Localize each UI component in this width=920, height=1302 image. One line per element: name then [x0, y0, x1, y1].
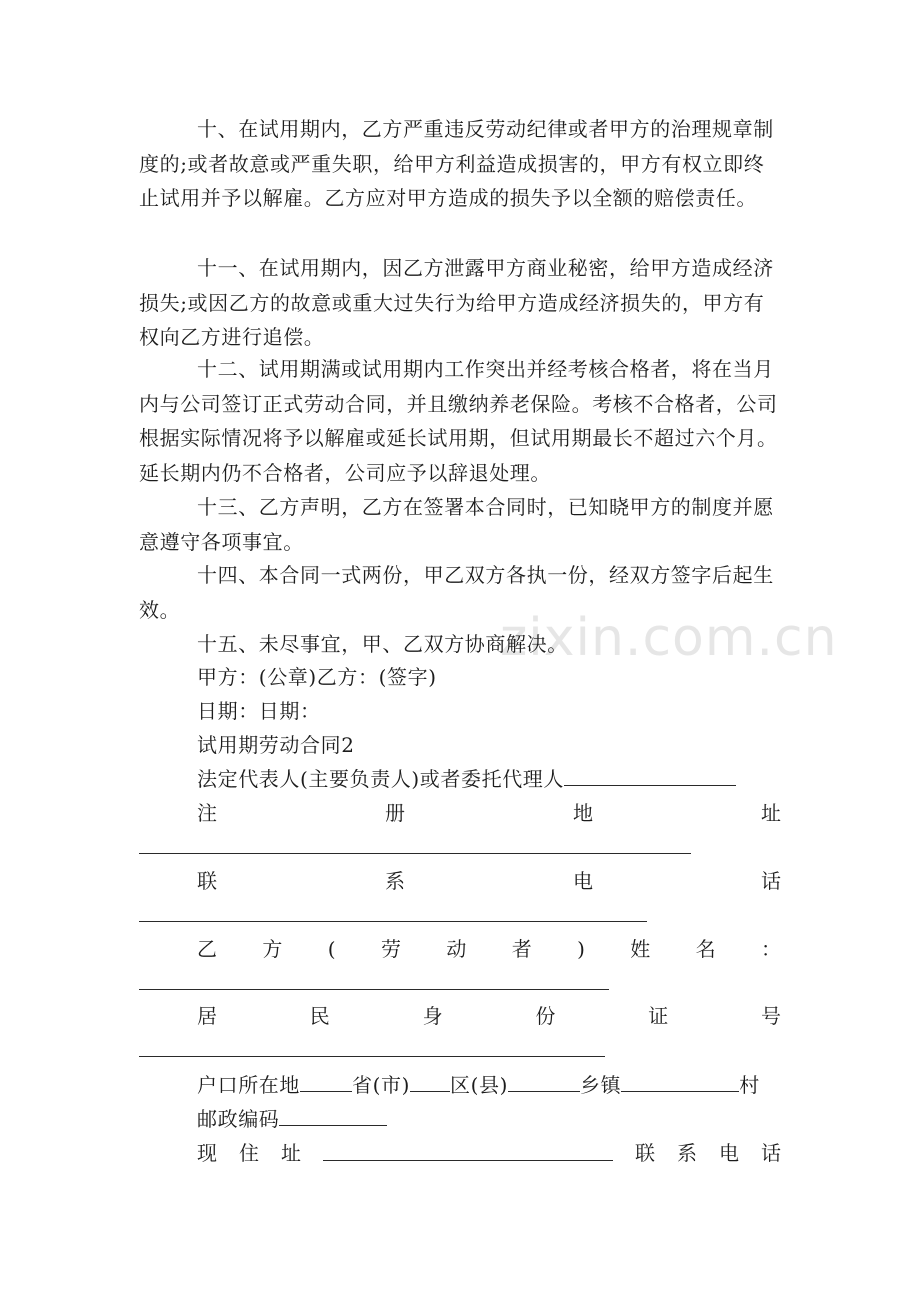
hukou-district-label: 区(县) — [450, 1073, 509, 1097]
current-phone-char: 电 — [719, 1141, 739, 1165]
current-address-char: 址 — [281, 1141, 301, 1165]
party-b-name-char: 名 — [695, 937, 716, 961]
hukou-label: 户口所在地 — [197, 1073, 300, 1097]
hukou-village-blank[interactable] — [621, 1069, 739, 1092]
party-b-name-blank[interactable] — [139, 989, 609, 990]
contact-phone-char: 系 — [385, 869, 405, 893]
clause-13: 十三、乙方声明，乙方在签署本合同时，已知晓甲方的制度并愿意遵守各项事宜。 — [139, 495, 774, 554]
hukou-village-label: 村 — [739, 1073, 760, 1097]
contact-phone-char: 话 — [761, 869, 781, 893]
clause-11: 十一、在试用期内，因乙方泄露甲方商业秘密，给甲方造成经济损失;或因乙方的故意或重大过失行为给甲方造成经济损失的，甲方有权向乙方进行追偿。 — [139, 256, 774, 349]
id-number-char: 份 — [535, 1004, 556, 1028]
clause-10: 十、在试用期内，乙方严重违反劳动纪律或者甲方的治理规章制度的;或者故意或严重失职，给甲方利益造成损害的，甲方有权立即终止试用并予以解雇。乙方应对甲方造成的损失予以全额的赔偿责任。 — [139, 117, 774, 210]
id-number-char: 证 — [648, 1004, 669, 1028]
clause-12: 十二、试用期满或试用期内工作突出并经考核合格者，将在当月内与公司签订正式劳动合同，并且缴纳养老保险。考核不合格者，公司根据实际情况将予以解雇或延长试用期，但试用期最长不超过六个月。延长期内仍不合格者，公司应予以辞退处理。 — [139, 357, 778, 485]
hukou-row — [197, 1068, 760, 1102]
postcode-blank[interactable] — [279, 1103, 387, 1126]
contact-phone-char: 电 — [573, 869, 593, 893]
id-number-char: 号 — [760, 1004, 781, 1028]
postcode-label: 邮政编码 — [197, 1107, 280, 1131]
id-number-char: 身 — [422, 1004, 443, 1028]
party-b-name-char: ( — [327, 937, 336, 961]
registered-address-char: 址 — [761, 801, 781, 825]
current-address-char: 住 — [239, 1141, 259, 1165]
legal-representative-blank[interactable] — [564, 763, 736, 786]
contact-phone-row — [197, 864, 781, 898]
current-phone-char: 话 — [761, 1141, 781, 1165]
signature-line: 甲方：(公章)乙方：(签字) — [197, 665, 437, 689]
id-number-blank[interactable] — [139, 1056, 605, 1057]
hukou-district-blank[interactable] — [410, 1069, 450, 1092]
party-b-name-char: 者 — [511, 937, 532, 961]
registered-address-char: 注 — [197, 801, 217, 825]
current-address-blank[interactable] — [323, 1136, 613, 1161]
postcode-row — [197, 1102, 387, 1136]
watermark: zixin.com.cn — [500, 608, 838, 668]
contact-phone-char: 联 — [197, 869, 217, 893]
party-b-name-char: ) — [577, 937, 585, 961]
id-number-char: 居 — [197, 1004, 217, 1028]
hukou-province-blank[interactable] — [300, 1069, 352, 1092]
party-b-name-row — [197, 932, 781, 966]
current-phone-char: 联 — [635, 1141, 655, 1165]
party-b-name-char: 劳 — [380, 937, 401, 961]
hukou-province-label: 省(市) — [352, 1073, 411, 1097]
legal-representative-row — [197, 762, 736, 796]
registered-address-char: 地 — [573, 801, 593, 825]
hukou-town-blank[interactable] — [508, 1069, 580, 1092]
date-line: 日期：日期： — [197, 699, 321, 723]
party-b-name-char: ： — [761, 937, 781, 961]
current-address-row — [197, 1136, 781, 1170]
registered-address-blank[interactable] — [139, 853, 691, 854]
current-phone-char: 系 — [677, 1141, 697, 1165]
current-address-char: 现 — [197, 1141, 217, 1165]
clause-14: 十四、本合同一式两份，甲乙双方各执一份，经双方签字后起生效。 — [139, 563, 774, 622]
id-number-row — [197, 999, 781, 1033]
clause-15: 十五、未尽事宜，甲、乙双方协商解决。 — [197, 632, 568, 656]
id-number-char: 民 — [309, 1004, 330, 1028]
contact-phone-blank[interactable] — [139, 921, 647, 922]
party-b-name-char: 姓 — [630, 937, 651, 961]
hukou-town-label: 乡镇 — [580, 1073, 622, 1097]
registered-address-char: 册 — [385, 801, 405, 825]
party-b-name-char: 动 — [446, 937, 467, 961]
party-b-name-char: 乙 — [197, 937, 217, 961]
contract-2-title: 试用期劳动合同2 — [197, 733, 355, 757]
registered-address-row — [197, 796, 781, 830]
party-b-name-char: 方 — [262, 937, 283, 961]
legal-representative-label: 法定代表人(主要负责人)或者委托代理人 — [197, 767, 565, 791]
